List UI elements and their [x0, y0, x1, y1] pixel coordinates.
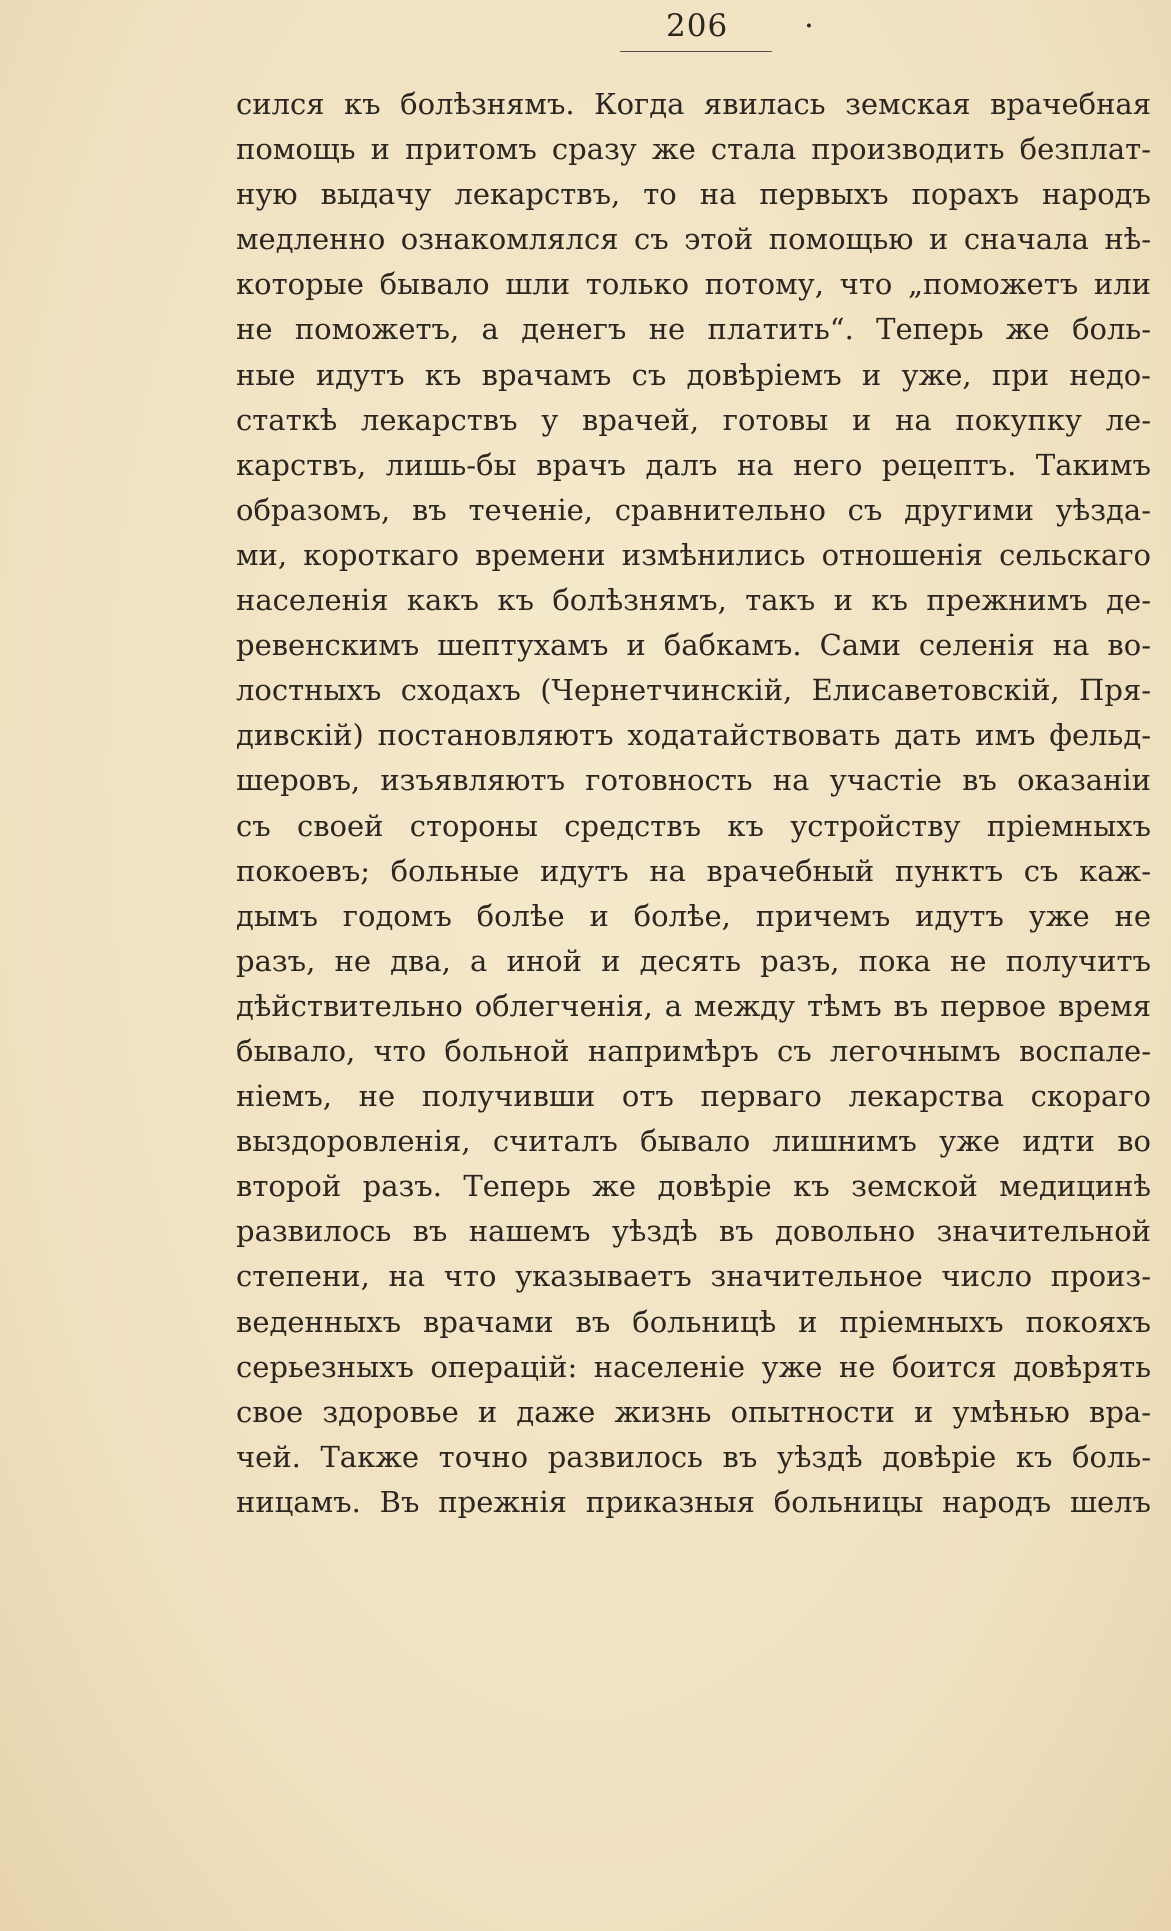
- text-line: статкѣ лекарствъ у врачей, готовы и на покупку ле-: [236, 402, 1151, 437]
- text-line: населенія какъ къ болѣзнямъ, такъ и къ прежнимъ де-: [236, 583, 1151, 618]
- text-line: ную выдачу лекарствъ, то на первыхъ порахъ народъ: [236, 177, 1151, 212]
- body-text: [236, 82, 1151, 1525]
- text-line: карствъ, лишь-бы врачъ далъ на него рецептъ. Такимъ: [236, 447, 1151, 482]
- text-line: лостныхъ сходахъ (Чернетчинскій, Елисаветовскій, Пря-: [236, 673, 1151, 708]
- text-line: бывало, что больной напримѣръ съ легочнымъ воспале-: [236, 1033, 1151, 1068]
- text-line: шеровъ, изъявляютъ готовность на участіе въ оказаніи: [236, 763, 1151, 798]
- text-line: ми, короткаго времени измѣнились отношенія сельскаго: [236, 537, 1151, 572]
- text-line: чей. Также точно развилось въ уѣздѣ довѣріе къ боль-: [236, 1439, 1151, 1474]
- text-line: ревенскимъ шептухамъ и бабкамъ. Сами селенія на во-: [236, 628, 1151, 663]
- text-line: второй разъ. Теперь же довѣріе къ земской медицинѣ: [236, 1169, 1151, 1204]
- text-line: помощь и притомъ сразу же стала производить безплат-: [236, 132, 1151, 167]
- text-line: ніемъ, не получивши отъ перваго лекарства скораго: [236, 1079, 1151, 1114]
- text-line: сился къ болѣзнямъ. Когда явилась земская врачебная: [236, 87, 1151, 121]
- text-line: не поможетъ, а денегъ не платить“. Теперь же боль-: [236, 312, 1151, 347]
- text-line: ницамъ. Въ прежнія приказныя больницы народъ шелъ: [236, 1484, 1151, 1519]
- text-line: степени, на что указываетъ значительное число произ-: [236, 1259, 1151, 1294]
- text-line: дымъ годомъ болѣе и болѣе, причемъ идутъ уже не: [236, 898, 1151, 933]
- text-line: ные идутъ къ врачамъ съ довѣріемъ и уже, при недо-: [236, 357, 1151, 392]
- text-line: съ своей стороны средствъ къ устройству пріемныхъ: [236, 808, 1151, 843]
- header-rule: [620, 51, 772, 52]
- text-line: выздоровленія, считалъ бывало лишнимъ уже идти во: [236, 1124, 1151, 1159]
- page-header: [0, 4, 1171, 54]
- text-line: покоевъ; больные идутъ на врачебный пунктъ съ каж-: [236, 853, 1151, 888]
- text-line: образомъ, въ теченіе, сравнительно съ другими уѣзда-: [236, 492, 1151, 527]
- text-line: которые бывало шли только потому, что „поможетъ или: [236, 267, 1151, 302]
- text-line: веденныхъ врачами въ больницѣ и пріемныхъ покояхъ: [236, 1304, 1151, 1339]
- text-line: серьезныхъ операцій: населеніе уже не боится довѣрять: [236, 1349, 1151, 1384]
- text-line: дивскій) постановляютъ ходатайствовать дать имъ фельд-: [236, 718, 1151, 753]
- text-line: разъ, не два, а иной и десять разъ, пока не получитъ: [236, 943, 1151, 978]
- text-line: развилось въ нашемъ уѣздѣ въ довольно значительной: [236, 1214, 1151, 1249]
- header-mark: ·: [804, 8, 814, 44]
- page-number: 206: [666, 8, 729, 44]
- text-line: медленно ознакомлялся съ этой помощью и сначала нѣ-: [236, 222, 1151, 257]
- text-line: дѣйствительно облегченія, а между тѣмъ въ первое время: [236, 988, 1151, 1023]
- text-line: свое здоровье и даже жизнь опытности и умѣнью вра-: [236, 1394, 1151, 1429]
